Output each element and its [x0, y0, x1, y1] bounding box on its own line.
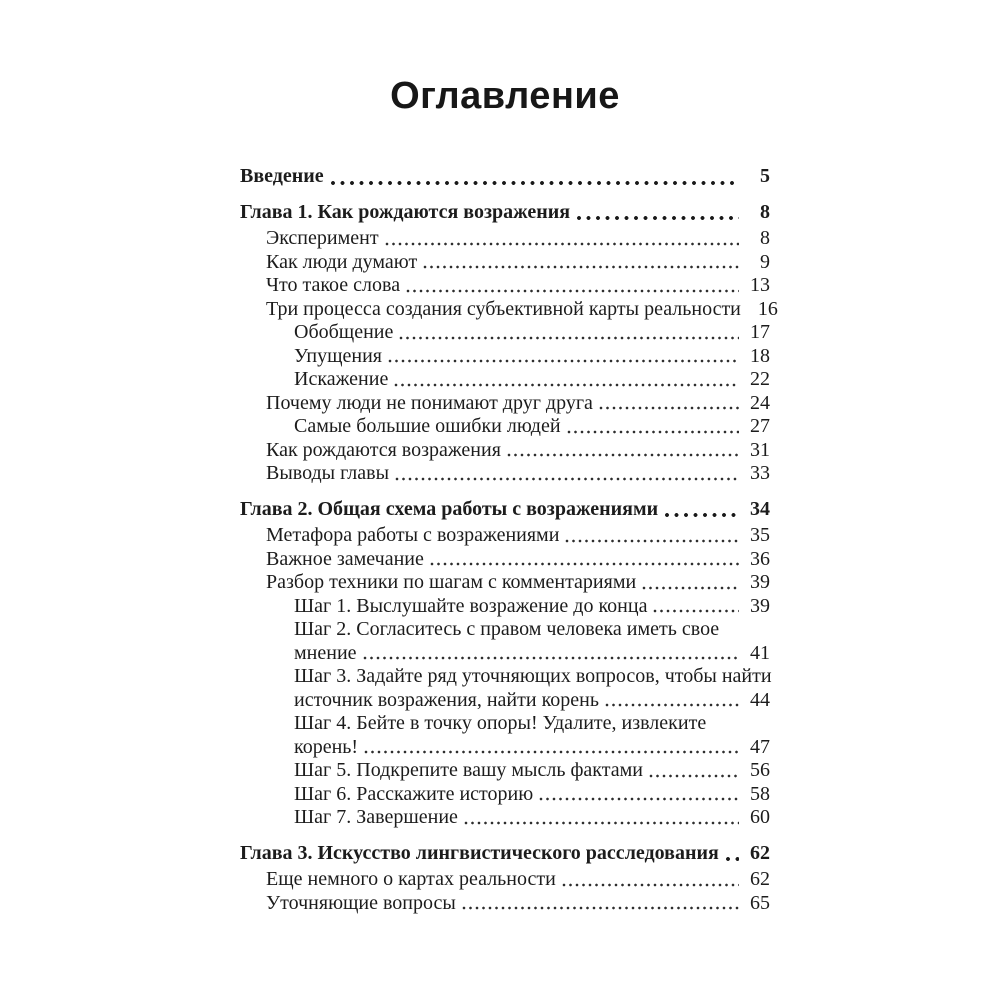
dot-leader: [565, 538, 739, 544]
toc-entry: [240, 842, 770, 866]
toc-entry: [240, 868, 770, 892]
toc-entry-page: 62: [750, 841, 770, 864]
dot-leader: [664, 512, 739, 518]
toc-entry-line: [266, 548, 770, 572]
toc-entry-page: 36: [750, 547, 770, 570]
toc-entry-label: Обобщение: [294, 321, 394, 343]
toc-entry-page: 17: [750, 321, 770, 343]
toc-entry: [240, 595, 770, 619]
toc-entry-page: 27: [750, 415, 770, 437]
toc-entry-label: Искажение: [294, 368, 389, 390]
toc-entry-page: 56: [750, 759, 770, 781]
toc-entry: [240, 665, 770, 712]
toc-entry-line: [294, 368, 770, 392]
dot-leader: [725, 856, 739, 862]
toc-entry-label: источник возражения, найти корень: [294, 688, 599, 711]
toc-entry: [240, 712, 770, 759]
toc-entry: [240, 201, 770, 225]
toc-entry-line: [240, 498, 770, 522]
toc-entry-page: 35: [750, 524, 770, 546]
table-of-contents: [240, 0, 778, 915]
dot-leader: [462, 905, 739, 911]
toc-entry-page: 33: [750, 462, 770, 484]
toc-entry: [240, 498, 770, 522]
toc-entry: [240, 439, 770, 463]
toc-entry-page: 18: [750, 344, 770, 367]
dot-leader: [364, 749, 739, 755]
toc-entry-line: [266, 392, 770, 416]
toc-entry-label: Шаг 3. Задайте ряд уточняющих вопросов, чтобы найти: [294, 665, 772, 687]
dot-leader: [430, 561, 739, 567]
dot-leader: [562, 882, 739, 888]
toc-entry: [240, 227, 770, 251]
toc-entry-line: [294, 642, 770, 666]
toc-entry-label: Глава 3. Искусство лингвистического расследования: [240, 841, 719, 864]
dot-leader: [507, 452, 739, 458]
toc-entry-line: [240, 201, 770, 225]
toc-entry: [240, 806, 770, 830]
toc-entry-line: [266, 892, 770, 916]
toc-entry-page: 60: [750, 806, 770, 828]
toc-entry-page: 31: [750, 438, 770, 461]
toc-entry-page: 41: [750, 641, 770, 664]
toc-entry-line: [294, 321, 770, 345]
toc-entry-line: [266, 297, 778, 322]
toc-entry-page: 16: [757, 297, 778, 320]
toc-entry-line: [294, 618, 770, 642]
toc-entry: [240, 165, 770, 189]
toc-entry-line: [294, 415, 770, 439]
toc-entry-line: [240, 165, 770, 189]
toc-entry-page: 22: [750, 368, 770, 390]
dot-leader: [388, 358, 739, 364]
toc-entry-label: Важное замечание: [266, 547, 424, 570]
toc-entry-page: 24: [750, 391, 770, 414]
toc-entry: [240, 759, 770, 783]
toc-entry-page: 47: [750, 735, 770, 758]
toc-entry-label: Шаг 5. Подкрепите вашу мысль фактами: [294, 759, 643, 781]
toc-entry: [240, 368, 770, 392]
dot-leader: [423, 264, 739, 270]
toc-entry-label: корень!: [294, 735, 359, 758]
toc-entry-line: [294, 665, 770, 689]
toc-entry-label: Эксперимент: [266, 227, 379, 249]
dot-leader: [599, 405, 739, 411]
toc-entry-page: 8: [760, 200, 770, 223]
toc-entry: [240, 345, 770, 369]
toc-entry: [240, 321, 770, 345]
toc-entry-label: Как люди думают: [266, 250, 418, 273]
toc-entry-page: 62: [750, 868, 770, 890]
toc-entry-page: 44: [750, 688, 770, 711]
toc-entry-line: [294, 783, 770, 807]
toc-entry-line: [294, 759, 770, 783]
toc-entry-label: Еще немного о картах реальности: [266, 868, 556, 890]
toc-entry: [240, 297, 778, 322]
dot-leader: [649, 773, 739, 779]
toc-entry-page: 8: [760, 227, 770, 249]
toc-entry-label: Упущения: [294, 344, 382, 367]
toc-entry-line: [294, 736, 770, 760]
toc-entry-label: Как рождаются возражения: [266, 438, 501, 461]
toc-entry-label: Почему люди не понимают друг друга: [266, 391, 593, 414]
toc-entry-page: 39: [750, 594, 770, 617]
dot-leader: [330, 180, 739, 186]
toc-entry-line: [266, 462, 770, 486]
toc-entry-line: [266, 868, 770, 892]
dot-leader: [605, 702, 739, 708]
dot-leader: [539, 796, 739, 802]
toc-entry: [240, 892, 770, 916]
toc-entry-label: Три процесса создания субъективной карты реальности: [266, 297, 741, 320]
toc-entry-label: Шаг 4. Бейте в точку опоры! Удалите, извлеките: [294, 712, 707, 734]
toc-entry-label: Шаг 1. Выслушайте возражение до конца: [294, 594, 648, 617]
toc-entry: [240, 392, 770, 416]
toc-entry-page: 9: [760, 250, 770, 273]
toc-entry: [240, 571, 770, 595]
toc-entry-page: 58: [750, 782, 770, 805]
toc-entry: [240, 462, 770, 486]
toc-entry-line: [266, 571, 770, 595]
dot-leader: [406, 288, 739, 294]
toc-entry-page: 65: [750, 891, 770, 914]
dot-leader: [567, 429, 739, 435]
toc-entry-label: Выводы главы: [266, 462, 390, 484]
toc-entry-page: 5: [760, 165, 770, 187]
toc-entry: [240, 415, 770, 439]
toc-entry-label: Самые большие ошибки людей: [294, 415, 561, 437]
toc-entry-label: Глава 2. Общая схема работы с возражениями: [240, 497, 659, 520]
toc-entry-page: 13: [750, 274, 770, 296]
toc-entry: [240, 618, 770, 665]
toc-entry: [240, 524, 770, 548]
toc-entry-line: [266, 439, 770, 463]
dot-leader: [464, 820, 739, 826]
toc-list: [240, 165, 778, 915]
toc-entry-label: Шаг 7. Завершение: [294, 806, 458, 828]
dot-leader: [576, 215, 739, 221]
toc-entry-page: 39: [750, 571, 770, 593]
toc-entry-label: Что такое слова: [266, 274, 401, 296]
dot-leader: [642, 585, 739, 591]
toc-entry-line: [294, 806, 770, 830]
toc-entry-label: Метафора работы с возражениями: [266, 524, 560, 546]
toc-entry-line: [266, 524, 770, 548]
dot-leader: [394, 382, 739, 388]
page-title: Оглавление: [390, 75, 620, 117]
toc-entry-line: [294, 712, 770, 736]
toc-entry-page: 34: [750, 497, 770, 520]
toc-entry-line: [294, 595, 770, 619]
toc-entry-line: [294, 345, 770, 369]
toc-entry: [240, 783, 770, 807]
toc-entry-label: Шаг 6. Расскажите историю: [294, 782, 534, 805]
toc-entry-line: [266, 227, 770, 251]
dot-leader: [363, 655, 739, 661]
dot-leader: [399, 335, 739, 341]
toc-entry-label: мнение: [294, 641, 357, 664]
toc-entry: [240, 251, 770, 275]
toc-entry-label: Уточняющие вопросы: [266, 891, 456, 914]
toc-entry-label: Введение: [240, 165, 324, 187]
dot-leader: [653, 608, 739, 614]
toc-entry-label: Шаг 2. Согласитесь с правом человека иметь свое: [294, 618, 720, 640]
dot-leader: [395, 476, 739, 482]
toc-entry-line: [266, 251, 770, 275]
toc-entry-label: Разбор техники по шагам с комментариями: [266, 571, 637, 593]
toc-entry-line: [266, 274, 770, 298]
toc-entry-label: Глава 1. Как рождаются возражения: [240, 200, 571, 223]
toc-entry: [240, 548, 770, 572]
dot-leader: [385, 241, 739, 247]
toc-entry-line: [294, 689, 770, 713]
toc-entry: [240, 274, 770, 298]
toc-entry-line: [240, 842, 770, 866]
